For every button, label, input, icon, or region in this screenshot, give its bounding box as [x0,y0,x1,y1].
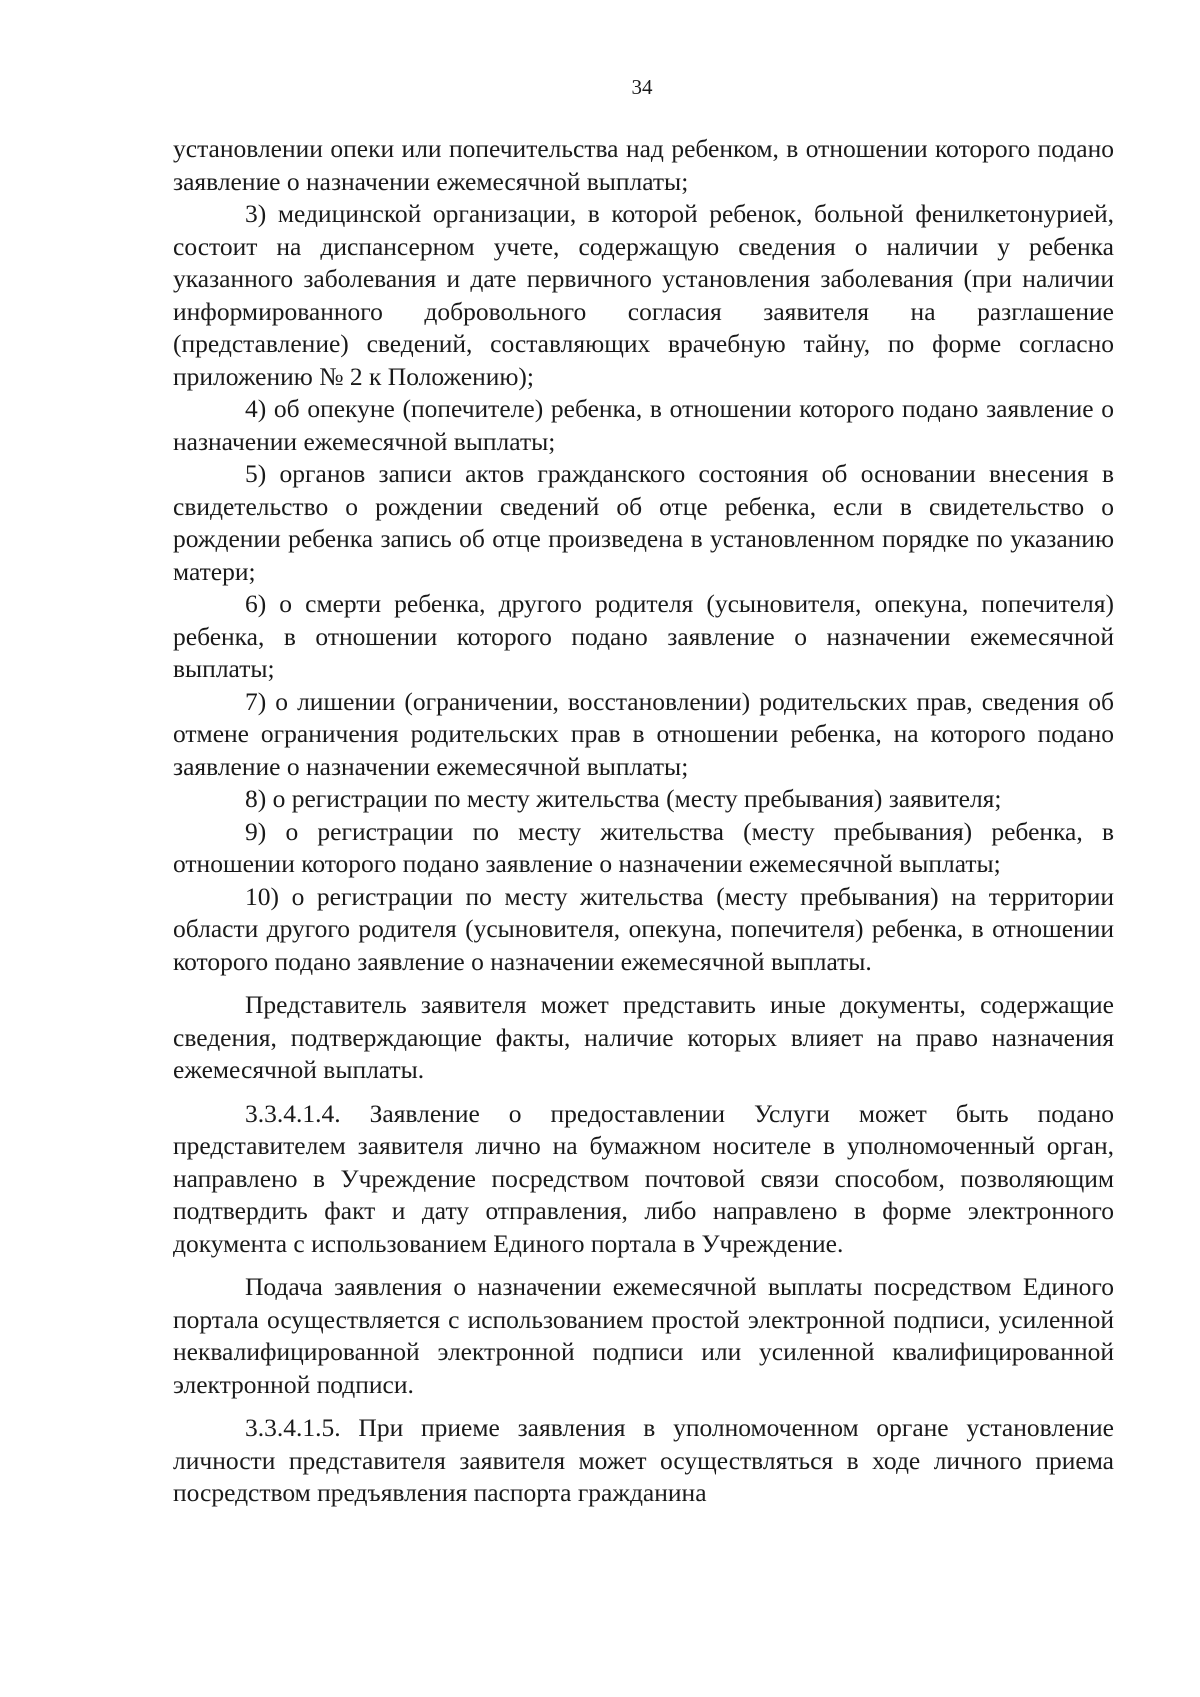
document-body [173,133,1114,1510]
list-item-3: 3) медицинской организации, в которой ребенок, больной фенилкетонурией, состоит на диспансерном учете, содержащую сведения о наличии у ребенка указанного заболевания и дате первичного установления заболевания (при наличии информированного добровольного согласия заявителя на разглашение (представление) сведений, составляющих врачебную тайну, по форме согласно приложению № 2 к Положению); [173,199,1114,391]
section-3-3-4-1-4: 3.3.4.1.4. Заявление о предоставлении Услуги может быть подано представителем заявителя лично на бумажном носителе в уполномоченный орган, направлено в Учреждение посредством почтовой связи способом, позволяющим подтвердить факт и дату отправления, либо направлено в форме электронного документа с использованием Единого портала в Учреждение. [173,1098,1114,1258]
page-number: 34 [631,75,653,99]
paragraph-portal-submission: Подача заявления о назначении ежемесячной выплаты посредством Единого портала осуществляется с использованием простой электронной подписи, усиленной неквалифицированной электронной подписи или усиленной квалифицированной электронной подписи. [173,1272,1114,1399]
paragraph-continuation: установлении опеки или попечительства над ребенком, в отношении которого подано заявление о назначении ежемесячной выплаты; [173,134,1114,196]
list-item-8: 8) о регистрации по месту жительства (месту пребывания) заявителя; [245,784,1002,813]
list-item-6: 6) о смерти ребенка, другого родителя (усыновителя, опекуна, попечителя) ребенка, в отношении которого подано заявление о назначении ежемесячной выплаты; [173,589,1114,683]
list-item-7: 7) о лишении (ограничении, восстановлении) родительских прав, сведения об отмене ограничения родительских прав в отношении ребенка, на которого подано заявление о назначении ежемесячной выплаты; [173,686,1114,781]
paragraph-representative-documents: Представитель заявителя может представить иные документы, содержащие сведения, подтверждающие факты, наличие которых влияет на право назначения ежемесячной выплаты. [173,990,1114,1084]
list-item-10: 10) о регистрации по месту жительства (месту пребывания) на территории области другого родителя (усыновителя, опекуна, попечителя) ребенка, в отношении которого подано заявление о назначении ежемесячной выплаты. [173,881,1114,976]
list-item-9: 9) о регистрации по месту жительства (месту пребывания) ребенка, в отношении которого подано заявление о назначении ежемесячной выплаты; [173,816,1114,878]
list-item-4: 4) об опекуне (попечителе) ребенка, в отношении которого подано заявление о назначении ежемесячной выплаты; [173,394,1114,456]
list-item-5: 5) органов записи актов гражданского состояния об основании внесения в свидетельство о рождении сведений об отце ребенка, если в свидетельство о рождении ребенка запись об отце произведена в установленном порядке по указанию матери; [173,459,1114,586]
section-3-3-4-1-5: 3.3.4.1.5. При приеме заявления в уполномоченном органе установление личности представителя заявителя может осуществляться в ходе личного приема посредством предъявления паспорта гражданина [173,1413,1114,1507]
